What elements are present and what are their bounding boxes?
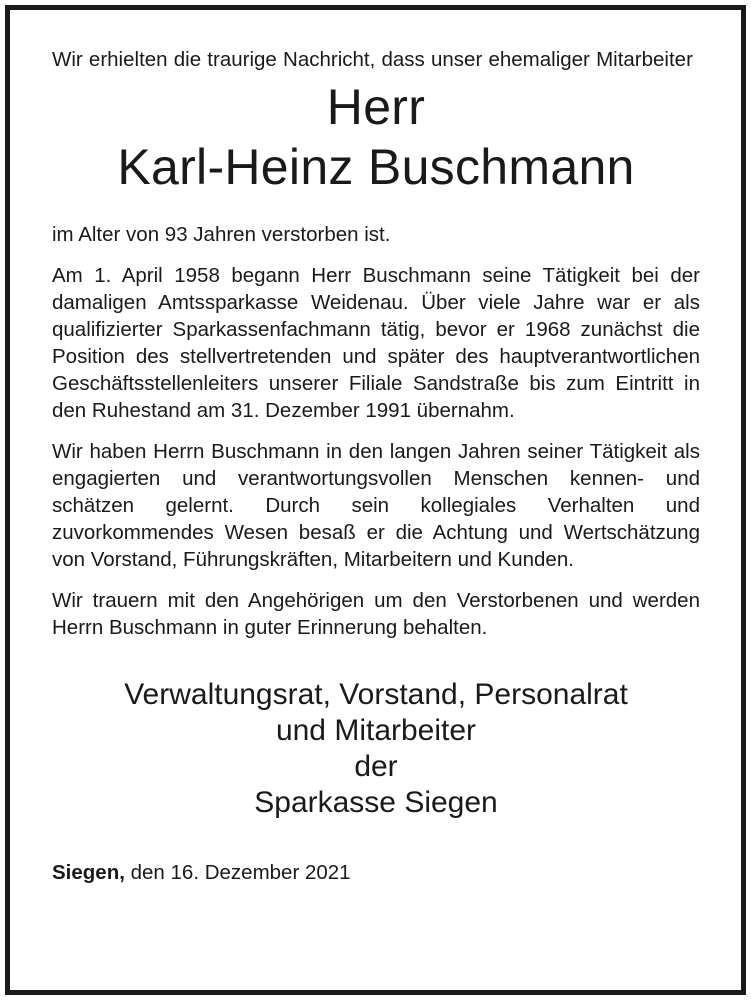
intro-text: Wir erhielten die traurige Nachricht, dass unser ehemaliger Mitarbeiter (52, 48, 693, 71)
signature-line-3: der (354, 750, 398, 783)
name-full: Karl-Heinz Buschmann (117, 139, 635, 195)
signature-line-4: Sparkasse Siegen (254, 786, 498, 819)
paragraph-career: Am 1. April 1958 begann Herr Buschmann seine Tätigkeit bei der damaligen Amtssparkasse Weidenau. Über viele Jahre war er als qualifizierter Sparkassenfachmann tätig, bevor er 1968 zunächst die Position des stellvertretenden und später des hauptverantwortlichen Geschäftsstellenleiters unserer Filiale Sandstraße bis zum Eintritt in den Ruhestand am 31. Dezember 1991 übernahm. (52, 264, 700, 422)
paragraph-appreciation: Wir haben Herrn Buschmann in den langen Jahren seiner Tätigkeit als engagierten und verantwortungsvollen Menschen kennen- und schätzen gelernt. Durch sein kollegiales Verhalten und zuvorkommendes Wesen besaß er die Achtung und Wertschätzung von Vorstand, Führungskräften, Mitarbeitern und Kunden. (52, 440, 700, 571)
deceased-name (52, 77, 700, 197)
obituary-notice (52, 46, 700, 886)
name-title: Herr (326, 79, 426, 135)
signature-line-1: Verwaltungsrat, Vorstand, Personalrat (124, 678, 628, 711)
paragraph-mourning: Wir trauern mit den Angehörigen um den Verstorbenen und werden Herrn Buschmann in guter Erinnerung behalten. (52, 589, 700, 639)
signature-line-2: und Mitarbeiter (275, 714, 477, 747)
place-date (52, 859, 700, 886)
place-name: Siegen, (52, 861, 125, 884)
age-text: im Alter von 93 Jahren verstorben ist. (52, 223, 391, 246)
signature-block (52, 677, 700, 821)
date-text: den 16. Dezember 2021 (130, 861, 351, 884)
